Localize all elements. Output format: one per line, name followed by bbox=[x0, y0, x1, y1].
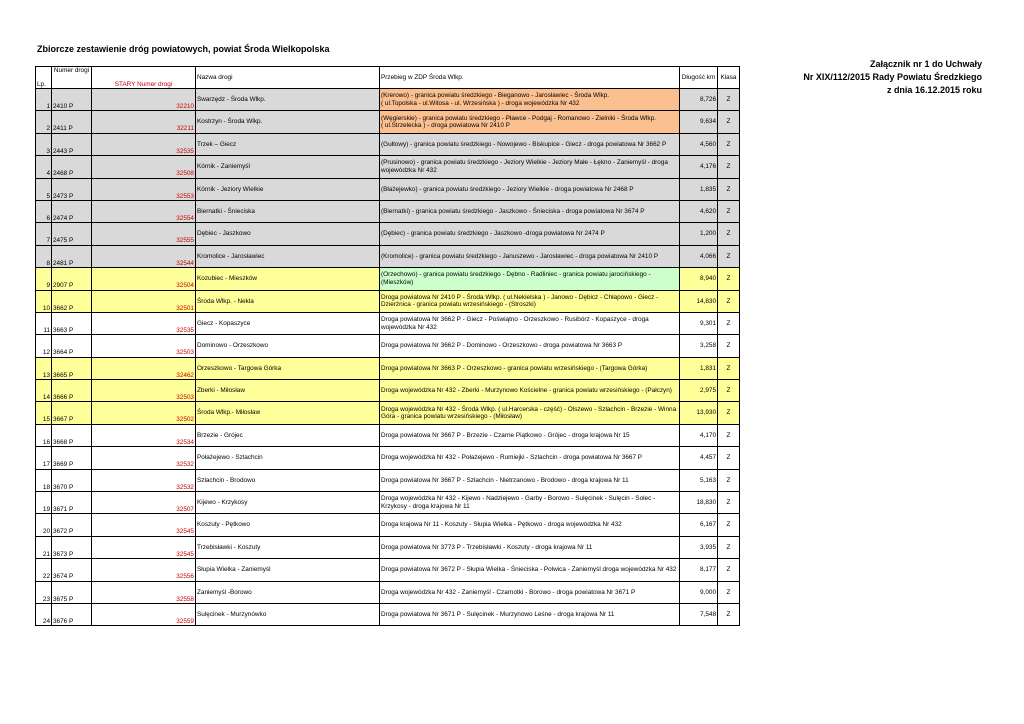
row-lp: 5 bbox=[36, 178, 52, 200]
road-length: 9,634 bbox=[680, 111, 718, 133]
table-row bbox=[36, 357, 740, 379]
road-number: 2411 P bbox=[52, 111, 92, 133]
road-name: Sulęcinek - Murzynówko bbox=[196, 603, 380, 625]
road-length: 1,835 bbox=[680, 178, 718, 200]
old-road-number: 32534 bbox=[92, 424, 196, 446]
table-row bbox=[36, 514, 740, 536]
road-length: 4,560 bbox=[680, 133, 718, 155]
old-road-number: 32462 bbox=[92, 357, 196, 379]
row-lp: 8 bbox=[36, 245, 52, 267]
header-class: Klasa bbox=[718, 67, 740, 89]
table-header-row bbox=[36, 67, 740, 89]
road-number: 2473 P bbox=[52, 178, 92, 200]
old-road-number: 32545 bbox=[92, 514, 196, 536]
old-road-number: 32545 bbox=[92, 536, 196, 558]
row-lp: 19 bbox=[36, 492, 52, 514]
row-lp: 7 bbox=[36, 223, 52, 245]
table-row bbox=[36, 469, 740, 491]
road-route: Droga powiatowa Nr 3663 P - Orzeszkowo - granica powiatu wrzesińskiego - (Targowa Górka) bbox=[380, 357, 680, 379]
table-row bbox=[36, 380, 740, 402]
road-route: Droga powiatowa Nr 3667 P - Szlachcin - Nietrzanowo - Brodowo - droga krajowa Nr 11 bbox=[380, 469, 680, 491]
old-road-number: 32211 bbox=[92, 111, 196, 133]
road-length: 4,170 bbox=[680, 424, 718, 446]
row-lp: 3 bbox=[36, 133, 52, 155]
row-lp: 6 bbox=[36, 200, 52, 222]
road-name: Kórnik - Jeziory Wielkie bbox=[196, 178, 380, 200]
road-length: 8,177 bbox=[680, 559, 718, 581]
row-lp: 1 bbox=[36, 89, 52, 111]
road-name: Dominowo - Orzeszkowo bbox=[196, 335, 380, 357]
table-row bbox=[36, 111, 740, 133]
road-number: 3674 P bbox=[52, 559, 92, 581]
road-name: Biernatki - Śnieciska bbox=[196, 200, 380, 222]
road-number: 3672 P bbox=[52, 514, 92, 536]
row-lp: 11 bbox=[36, 312, 52, 334]
road-length: 1,831 bbox=[680, 357, 718, 379]
road-class: Z bbox=[718, 268, 740, 290]
road-length: 3,258 bbox=[680, 335, 718, 357]
road-route: (Węgierskie) - granica powiatu średzkiego - Pławce - Podgaj - Romanowo - Zielniki - Środa Wlkp. ( ul.Strzelecka ) - droga powiatowa Nr 2410 P bbox=[380, 111, 680, 133]
old-road-number: 32532 bbox=[92, 447, 196, 469]
road-route: (Biernatki) - granica powiatu średzkiego - Jaszkowo - Śnieciska - droga powiatowa Nr 3674 P bbox=[380, 200, 680, 222]
road-class: Z bbox=[718, 312, 740, 334]
roads-table bbox=[35, 66, 740, 626]
road-length: 14,830 bbox=[680, 290, 718, 312]
road-name: Zberki - Miłosław bbox=[196, 380, 380, 402]
table-row bbox=[36, 133, 740, 155]
old-road-number: 32554 bbox=[92, 200, 196, 222]
road-number: 3670 P bbox=[52, 469, 92, 491]
road-class: Z bbox=[718, 447, 740, 469]
road-number: 3675 P bbox=[52, 581, 92, 603]
road-name: Kórnik - Zaniemyśl bbox=[196, 156, 380, 178]
table-row bbox=[36, 312, 740, 334]
road-name: Szlachcin - Brodowo bbox=[196, 469, 380, 491]
table-row bbox=[36, 447, 740, 469]
old-road-number: 32532 bbox=[92, 469, 196, 491]
road-route: (Błażejewko) - granica powiatu średzkiego - Jeziory Wielkie - droga powiatowa Nr 2468 P bbox=[380, 178, 680, 200]
road-name: Dębiec - Jaszkowo bbox=[196, 223, 380, 245]
old-road-number: 32502 bbox=[92, 402, 196, 424]
road-length: 1,200 bbox=[680, 223, 718, 245]
table-row bbox=[36, 178, 740, 200]
old-road-number: 32501 bbox=[92, 290, 196, 312]
header-lp: Lp. bbox=[36, 67, 52, 89]
annex-note bbox=[803, 58, 982, 97]
road-length: 7,548 bbox=[680, 603, 718, 625]
row-lp: 10 bbox=[36, 290, 52, 312]
road-length: 4,066 bbox=[680, 245, 718, 267]
table-row bbox=[36, 200, 740, 222]
road-name: Połażejewo - Szlachcin bbox=[196, 447, 380, 469]
road-route: Droga wojewódzka Nr 432 - Połażejewo - Rumiejki - Szlachcin - droga powiatowa Nr 3667 P bbox=[380, 447, 680, 469]
road-class: Z bbox=[718, 492, 740, 514]
road-route: (Gułtowy) - granica powiatu średzkiego - Nowojewo - Biskupice - Giecz - droga powiatowa Nr 3662 P bbox=[380, 133, 680, 155]
road-class: Z bbox=[718, 178, 740, 200]
road-route: (Kromolice) - granica powiatu średzkiego - Januszewo - Jarosławiec - droga powiatowa Nr 2410 P bbox=[380, 245, 680, 267]
page-title: Zbiorcze zestawienie dróg powiatowych, powiat Środa Wielkopolska bbox=[37, 44, 330, 54]
table-row bbox=[36, 559, 740, 581]
road-number: 3664 P bbox=[52, 335, 92, 357]
road-route: Droga powiatowa Nr 3662 P - Giecz - Poświątno - Orzeszkowo - Rusibórz - Kopaszyce - droga wojewódzka Nr 432 bbox=[380, 312, 680, 334]
old-road-number: 32535 bbox=[92, 312, 196, 334]
row-lp: 14 bbox=[36, 380, 52, 402]
row-lp: 9 bbox=[36, 268, 52, 290]
road-class: Z bbox=[718, 536, 740, 558]
road-number: 3676 P bbox=[52, 603, 92, 625]
row-lp: 13 bbox=[36, 357, 52, 379]
road-number: 2475 P bbox=[52, 223, 92, 245]
road-name: Orzeszkowo - Targowa Górka bbox=[196, 357, 380, 379]
road-route: Droga powiatowa Nr 3773 P - Trzebisławki - Koszuty - droga krajowa Nr 11 bbox=[380, 536, 680, 558]
table-row bbox=[36, 335, 740, 357]
road-name: Koszuty - Pętkowo bbox=[196, 514, 380, 536]
road-length: 4,176 bbox=[680, 156, 718, 178]
road-name: Zaniemyśl -Borowo bbox=[196, 581, 380, 603]
row-lp: 12 bbox=[36, 335, 52, 357]
table-row bbox=[36, 268, 740, 290]
old-road-number: 32556 bbox=[92, 559, 196, 581]
road-name: Giecz - Kopaszyce bbox=[196, 312, 380, 334]
road-length: 13,930 bbox=[680, 402, 718, 424]
header-road-name: Nazwa drogi bbox=[196, 67, 380, 89]
road-name: Kozubiec - Mieszków bbox=[196, 268, 380, 290]
row-lp: 22 bbox=[36, 559, 52, 581]
annex-line-2: Nr XIX/112/2015 Rady Powiatu Średzkiego bbox=[803, 72, 982, 82]
row-lp: 18 bbox=[36, 469, 52, 491]
road-number: 3662 P bbox=[52, 290, 92, 312]
road-number: 2481 P bbox=[52, 245, 92, 267]
road-route: Droga powiatowa Nr 3672 P - Słupia Wielka - Śnieciska - Polwica - Zaniemyśl droga wojewódzka Nr 432 bbox=[380, 559, 680, 581]
annex-line-3: z dnia 16.12.2015 roku bbox=[886, 85, 982, 95]
header-route: Przebieg w ZDP Środa Wlkp. bbox=[380, 67, 680, 89]
road-number: 3671 P bbox=[52, 492, 92, 514]
road-number: 2468 P bbox=[52, 156, 92, 178]
road-length: 2,975 bbox=[680, 380, 718, 402]
road-class: Z bbox=[718, 559, 740, 581]
old-road-number: 32210 bbox=[92, 89, 196, 111]
table-row bbox=[36, 492, 740, 514]
road-class: Z bbox=[718, 357, 740, 379]
table-row bbox=[36, 156, 740, 178]
table-row bbox=[36, 603, 740, 625]
road-number: 3668 P bbox=[52, 424, 92, 446]
road-number: 3663 P bbox=[52, 312, 92, 334]
row-lp: 21 bbox=[36, 536, 52, 558]
road-number: 2410 P bbox=[52, 89, 92, 111]
road-class: Z bbox=[718, 581, 740, 603]
road-class: Z bbox=[718, 156, 740, 178]
table-row bbox=[36, 290, 740, 312]
road-length: 18,830 bbox=[680, 492, 718, 514]
road-number: 2443 P bbox=[52, 133, 92, 155]
header-road-number: Numer drogi bbox=[52, 67, 92, 89]
road-route: Droga wojewódzka Nr 432 - Środa Wlkp. ( ul.Harcerska - część) - Olszewo - Szlachcin - Brzezie - Winna Góra - granica powiatu wrzesińskiego - (Miłosław) bbox=[380, 402, 680, 424]
row-lp: 2 bbox=[36, 111, 52, 133]
road-class: Z bbox=[718, 290, 740, 312]
road-length: 4,457 bbox=[680, 447, 718, 469]
old-road-number: 32503 bbox=[92, 335, 196, 357]
road-number: 3667 P bbox=[52, 402, 92, 424]
road-name: Kijewo - Krzykosy bbox=[196, 492, 380, 514]
old-road-number: 32544 bbox=[92, 245, 196, 267]
row-lp: 20 bbox=[36, 514, 52, 536]
old-road-number: 32553 bbox=[92, 178, 196, 200]
table-row bbox=[36, 536, 740, 558]
road-name: Słupia Wielka - Zaniemyśl bbox=[196, 559, 380, 581]
road-name: Trzebisławki - Koszuty bbox=[196, 536, 380, 558]
road-route: (Prusinowo) - granica powiatu średzkiego - Jeziory Wielkie - Jeziory Małe - Łękno - Zaniemyśl - droga wojewódzka Nr 432 bbox=[380, 156, 680, 178]
table-row bbox=[36, 89, 740, 111]
road-class: Z bbox=[718, 424, 740, 446]
table-row bbox=[36, 424, 740, 446]
road-name: Środa Wlkp. - Nekla bbox=[196, 290, 380, 312]
road-class: Z bbox=[718, 200, 740, 222]
road-route: Droga krajowa Nr 11 - Koszuty - Słupia Wielka - Pętkowo - droga wojewódzka Nr 432 bbox=[380, 514, 680, 536]
road-route: Droga wojewódzka Nr 432 - Kijewo - Nadziejewo - Garby - Borowo - Sulęcinek - Sulęcin - Solec - Krzykosy - droga krajowa Nr 11 bbox=[380, 492, 680, 514]
road-route: Droga wojewódzka Nr 432 - Zberki - Murzynowo Kościelne - granica powiatu wrzesińskiego - (Pałczyn) bbox=[380, 380, 680, 402]
old-road-number: 32503 bbox=[92, 380, 196, 402]
road-number: 3673 P bbox=[52, 536, 92, 558]
old-road-number: 32508 bbox=[92, 156, 196, 178]
table-row bbox=[36, 223, 740, 245]
road-number: 3665 P bbox=[52, 357, 92, 379]
road-name: Środa Wlkp.- Miłosław bbox=[196, 402, 380, 424]
road-name: Kostrzyn - Środa Wlkp. bbox=[196, 111, 380, 133]
road-class: Z bbox=[718, 89, 740, 111]
road-class: Z bbox=[718, 133, 740, 155]
road-class: Z bbox=[718, 245, 740, 267]
road-route: (Orzechowo) - granica powiatu średzkiego - Dębno - Radliniec - granica powiatu jarocińskiego - (Mieszków) bbox=[380, 268, 680, 290]
road-length: 3,935 bbox=[680, 536, 718, 558]
road-route: Droga powiatowa Nr 3667 P - Brzezie - Czarne Piątkowo - Grójec - droga krajowa Nr 15 bbox=[380, 424, 680, 446]
road-length: 8,726 bbox=[680, 89, 718, 111]
road-class: Z bbox=[718, 514, 740, 536]
road-length: 6,167 bbox=[680, 514, 718, 536]
road-route: Droga powiatowa Nr 2410 P - Środa Wlkp. ( ul.Nekielska ) - Janowo - Dębicz - Chłapowo - Giecz - Dzierżnica - granica powiatu wrzesińskiego - (Stroszki) bbox=[380, 290, 680, 312]
table-row bbox=[36, 581, 740, 603]
annex-line-1: Załącznik nr 1 do Uchwały bbox=[869, 59, 982, 69]
table-row bbox=[36, 402, 740, 424]
row-lp: 15 bbox=[36, 402, 52, 424]
old-road-number: 32535 bbox=[92, 133, 196, 155]
road-class: Z bbox=[718, 380, 740, 402]
road-length: 8,940 bbox=[680, 268, 718, 290]
table-row bbox=[36, 245, 740, 267]
header-length: Długość km bbox=[680, 67, 718, 89]
road-route: Droga wojewódzka Nr 432 - Zaniemyśl - Czarnotki - Borowo - droga powiatowa Nr 3671 P bbox=[380, 581, 680, 603]
road-number: 2474 P bbox=[52, 200, 92, 222]
old-road-number: 32507 bbox=[92, 492, 196, 514]
road-number: 3666 P bbox=[52, 380, 92, 402]
road-class: Z bbox=[718, 335, 740, 357]
road-route: (Dębiec) - granica powiatu średzkiego - Jaszkowo -droga powiatowa Nr 2474 P bbox=[380, 223, 680, 245]
row-lp: 16 bbox=[36, 424, 52, 446]
old-road-number: 32555 bbox=[92, 223, 196, 245]
row-lp: 24 bbox=[36, 603, 52, 625]
road-route: (Krerowo) - granica powiatu średzkiego - Bieganowo - Jarosławiec - Środa Wlkp. ( ul.Topolska - ul.Witosa - ul. Wrzesińska ) - droga wojewódzka Nr 432 bbox=[380, 89, 680, 111]
road-length: 9,301 bbox=[680, 312, 718, 334]
road-route: Droga powiatowa Nr 3662 P - Dominowo - Orzeszkowo - droga powiatowa Nr 3663 P bbox=[380, 335, 680, 357]
row-lp: 17 bbox=[36, 447, 52, 469]
road-name: Kromolice - Jarosławiec bbox=[196, 245, 380, 267]
road-class: Z bbox=[718, 603, 740, 625]
old-road-number: 32504 bbox=[92, 268, 196, 290]
road-name: Swarzędz - Środa Wlkp. bbox=[196, 89, 380, 111]
road-length: 5,163 bbox=[680, 469, 718, 491]
road-number: 2907 P bbox=[52, 268, 92, 290]
road-route: Droga powiatowa Nr 3671 P - Sulęcinek - Murzynowo Leśne - droga krajowa Nr 11 bbox=[380, 603, 680, 625]
road-name: Trzek – Giecz bbox=[196, 133, 380, 155]
road-class: Z bbox=[718, 402, 740, 424]
road-number: 3669 P bbox=[52, 447, 92, 469]
road-class: Z bbox=[718, 469, 740, 491]
header-old-road-number: STARY Numer drogi bbox=[92, 67, 196, 89]
old-road-number: 32558 bbox=[92, 581, 196, 603]
row-lp: 4 bbox=[36, 156, 52, 178]
road-class: Z bbox=[718, 111, 740, 133]
road-length: 9,000 bbox=[680, 581, 718, 603]
row-lp: 23 bbox=[36, 581, 52, 603]
road-class: Z bbox=[718, 223, 740, 245]
old-road-number: 32559 bbox=[92, 603, 196, 625]
road-name: Brzezie - Grójec bbox=[196, 424, 380, 446]
road-length: 4,620 bbox=[680, 200, 718, 222]
